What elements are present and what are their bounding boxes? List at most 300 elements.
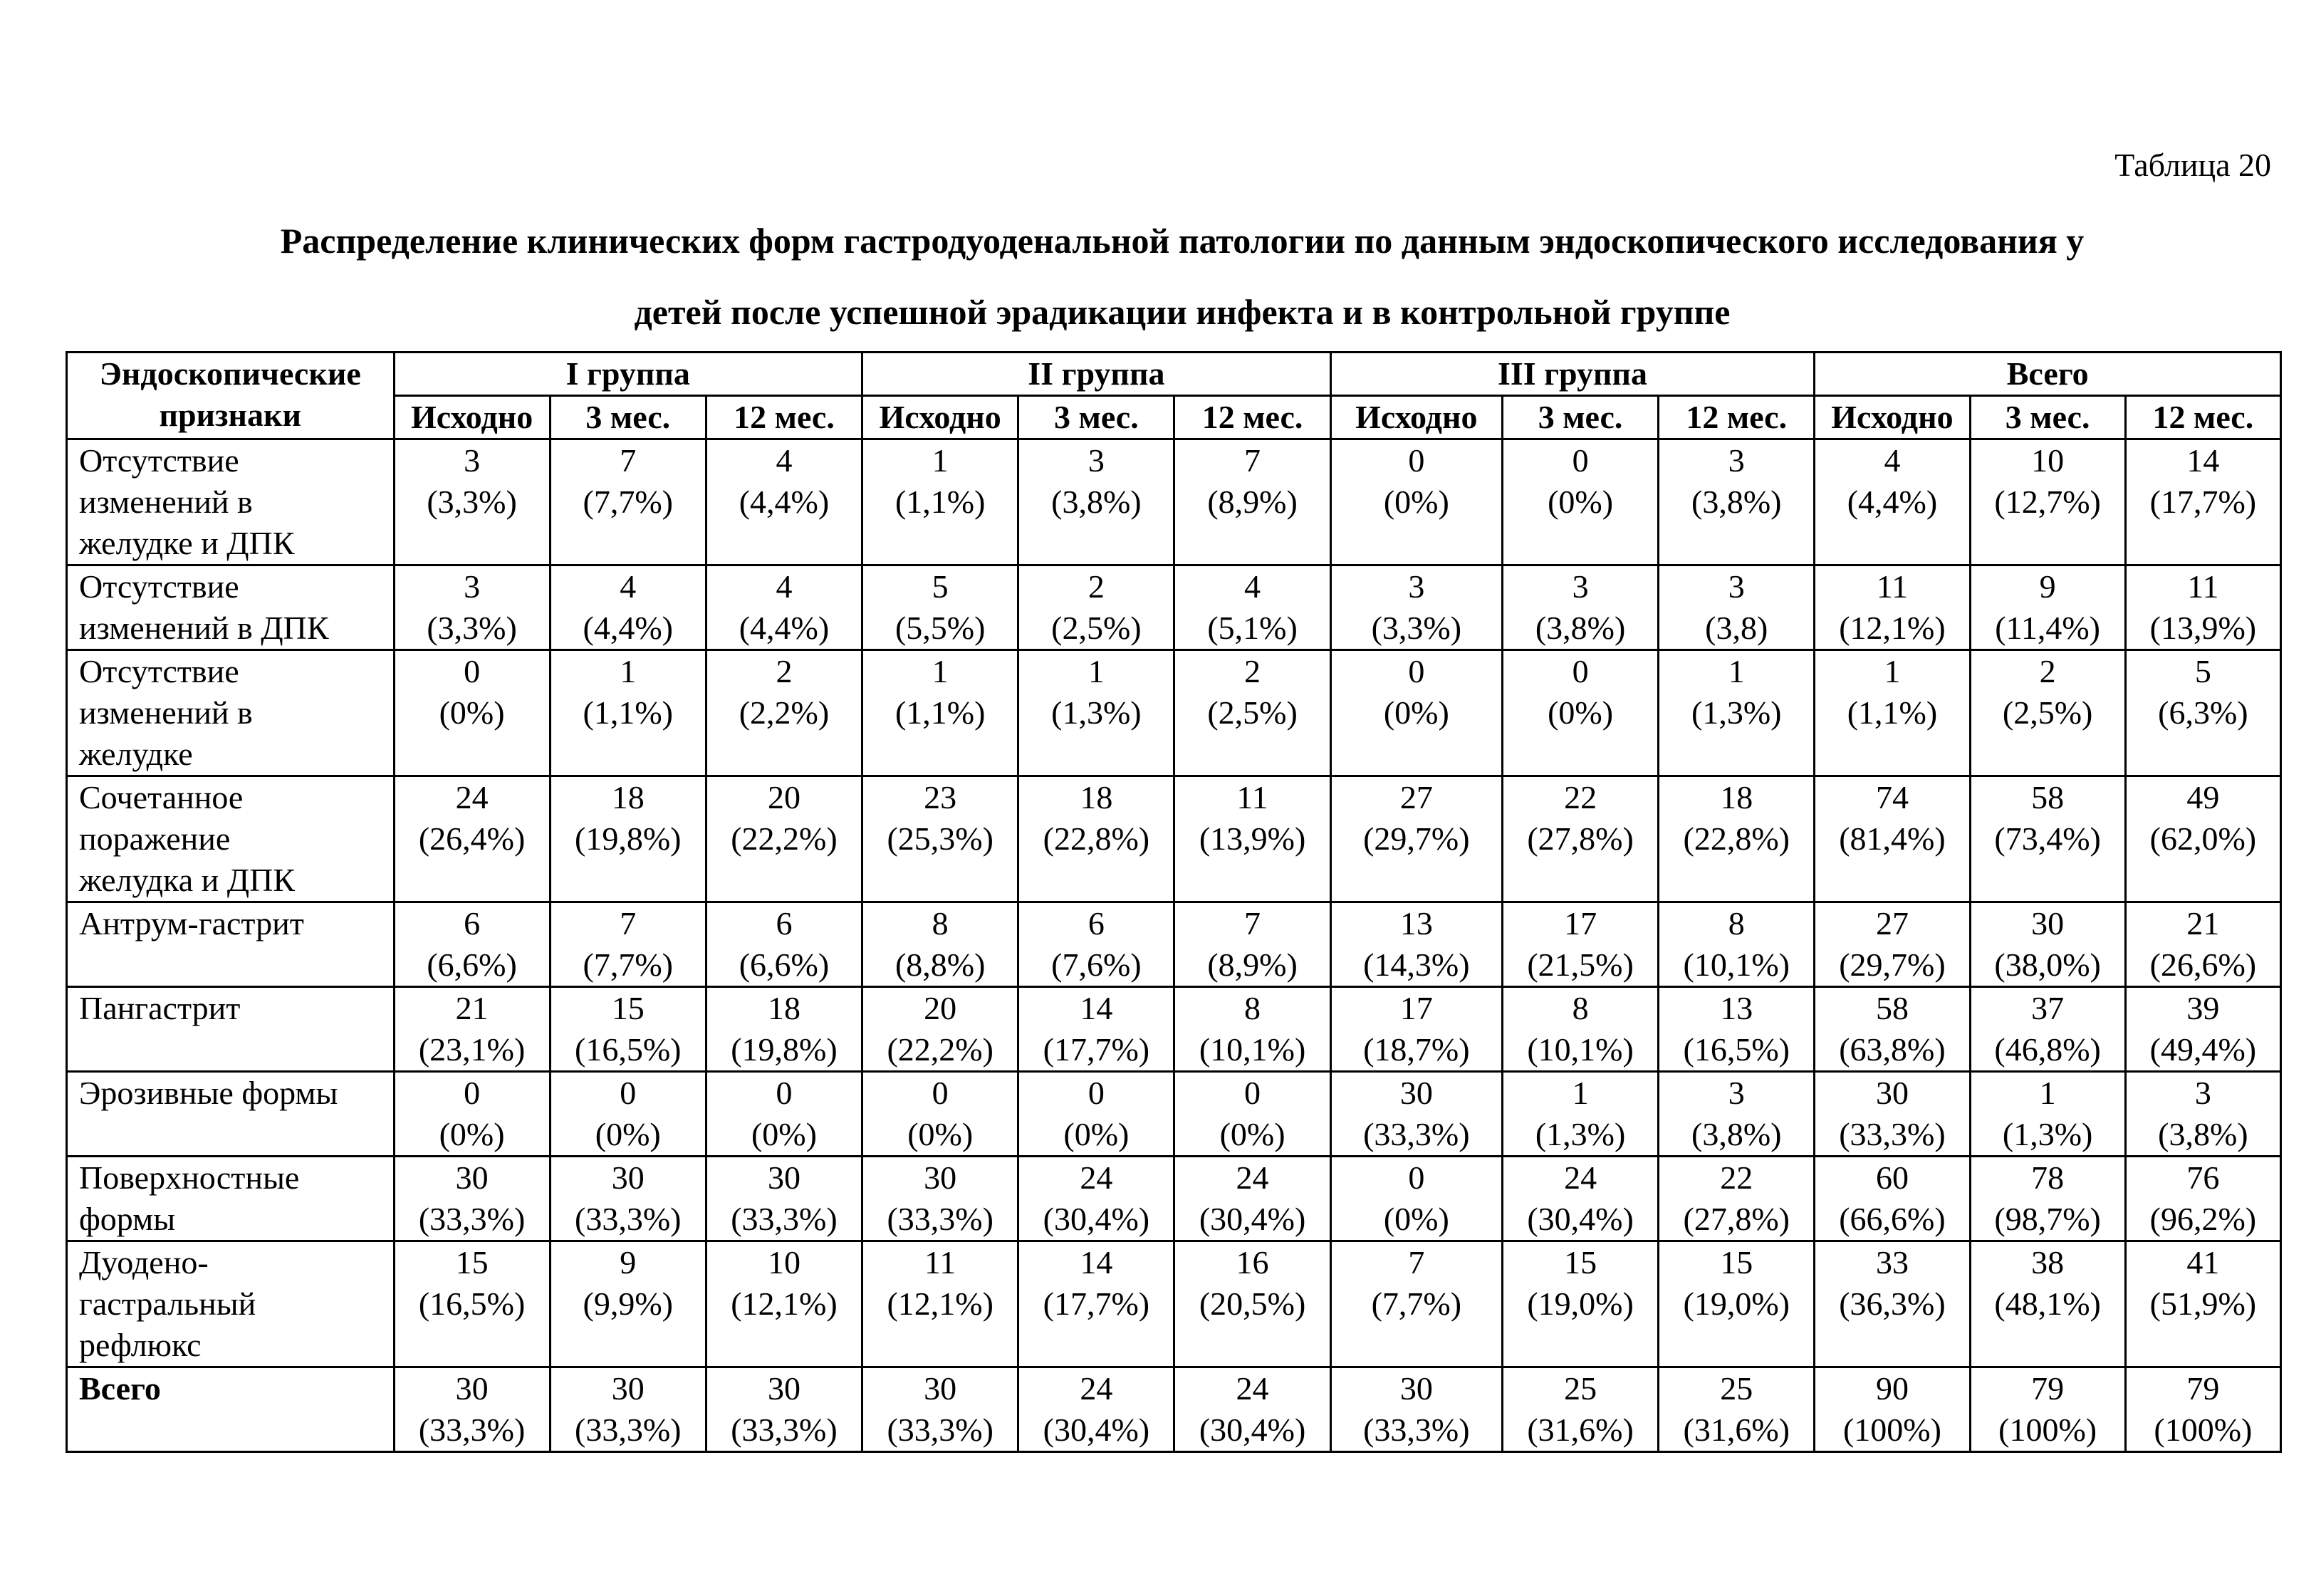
cell-percent: (3,3%) <box>427 484 517 520</box>
cell-count: 0 <box>1572 653 1589 689</box>
row-label-cell <box>67 776 395 902</box>
cell-count: 5 <box>932 568 949 605</box>
cell-count: 3 <box>1728 568 1745 605</box>
cell-count: 24 <box>1236 1370 1269 1407</box>
cell-percent: (2,5%) <box>2002 694 2093 731</box>
period-header-cell: 3 мес. <box>550 396 706 439</box>
cell-percent: (0%) <box>1383 1201 1449 1237</box>
cell-count: 0 <box>932 1075 949 1111</box>
cell-percent: (0%) <box>1548 694 1614 731</box>
value-cell <box>1018 1157 1174 1241</box>
value-cell <box>2125 439 2280 565</box>
period-header-cell: 3 мес. <box>1970 396 2125 439</box>
value-cell <box>2125 902 2280 987</box>
value-cell <box>1174 902 1330 987</box>
cell-percent: (1,3%) <box>1051 694 1142 731</box>
value-cell <box>2125 1241 2280 1367</box>
cell-count: 7 <box>620 905 637 942</box>
cell-percent: (27,8%) <box>1527 820 1634 857</box>
cell-percent: (26,4%) <box>418 820 526 857</box>
group-header-cell: II группа <box>862 353 1331 396</box>
cell-percent: (0%) <box>1383 484 1449 520</box>
value-cell <box>1174 776 1330 902</box>
cell-percent: (8,8%) <box>895 946 986 983</box>
cell-percent: (29,7%) <box>1839 946 1946 983</box>
cell-count: 11 <box>2187 568 2219 605</box>
cell-percent: (19,8%) <box>731 1031 838 1068</box>
cell-percent: (38,0%) <box>1994 946 2101 983</box>
cell-percent: (1,1%) <box>1847 694 1938 731</box>
row-label-line: Пангастрит <box>79 990 241 1026</box>
row-label-line: Эрозивные формы <box>79 1075 338 1111</box>
row-label-line: Антрум-гастрит <box>79 905 304 942</box>
period-header-cell: 12 мес. <box>2125 396 2280 439</box>
cell-percent: (0%) <box>907 1116 974 1152</box>
cell-percent: (30,4%) <box>1043 1412 1150 1448</box>
cell-count: 14 <box>2186 442 2220 479</box>
table-row <box>67 987 2281 1072</box>
value-cell <box>1970 1072 2125 1157</box>
value-cell <box>1815 565 1970 650</box>
cell-count: 37 <box>2031 990 2065 1026</box>
corner-header-line: Эндоскопические <box>99 355 361 392</box>
value-cell <box>1018 650 1174 776</box>
cell-percent: (0%) <box>751 1116 817 1152</box>
cell-count: 0 <box>1408 442 1425 479</box>
cell-percent: (63,8%) <box>1839 1031 1946 1068</box>
table-row <box>67 1072 2281 1157</box>
cell-count: 33 <box>1875 1244 1909 1281</box>
value-cell <box>1815 650 1970 776</box>
cell-percent: (5,1%) <box>1207 610 1298 646</box>
value-cell <box>1330 439 1502 565</box>
value-cell <box>394 776 550 902</box>
cell-count: 30 <box>1399 1075 1433 1111</box>
value-cell <box>1330 1367 1502 1452</box>
value-cell <box>394 650 550 776</box>
cell-count: 0 <box>1244 1075 1261 1111</box>
cell-percent: (3,8%) <box>2158 1116 2248 1152</box>
value-cell <box>1174 439 1330 565</box>
value-cell <box>1174 650 1330 776</box>
cell-percent: (1,3%) <box>1535 1116 1626 1152</box>
cell-percent: (22,2%) <box>887 1031 993 1068</box>
cell-count: 3 <box>1408 568 1425 605</box>
document-title-line-2: детей после успешной эрадикации инфекта и в контрольной группе <box>634 292 1731 332</box>
row-label-line: Отсутствие <box>79 442 239 479</box>
cell-percent: (8,9%) <box>1207 946 1298 983</box>
cell-percent: (33,3%) <box>731 1412 838 1448</box>
value-cell <box>1330 565 1502 650</box>
cell-count: 1 <box>932 442 949 479</box>
value-cell <box>706 565 862 650</box>
value-cell <box>550 1072 706 1157</box>
value-cell <box>1330 902 1502 987</box>
group-header-cell: I группа <box>394 353 862 396</box>
table-row <box>67 1241 2281 1367</box>
value-cell <box>394 987 550 1072</box>
cell-count: 3 <box>2194 1075 2211 1111</box>
cell-count: 2 <box>1244 653 1261 689</box>
value-cell <box>1018 902 1174 987</box>
cell-count: 17 <box>1399 990 1433 1026</box>
document-title-line-1: Распределение клинических форм гастродуоденальной патологии по данным эндоскопического исследования у <box>280 221 2085 261</box>
cell-count: 30 <box>2031 905 2065 942</box>
value-cell <box>1502 650 1658 776</box>
cell-count: 0 <box>1408 1159 1425 1196</box>
cell-count: 21 <box>2186 905 2220 942</box>
cell-count: 24 <box>1080 1159 1113 1196</box>
value-cell <box>1502 776 1658 902</box>
row-label-line: изменений в <box>79 694 253 731</box>
cell-percent: (7,7%) <box>1371 1285 1462 1322</box>
cell-count: 23 <box>924 779 957 815</box>
cell-percent: (31,6%) <box>1683 1412 1790 1448</box>
value-cell <box>394 1367 550 1452</box>
cell-count: 58 <box>1875 990 1909 1026</box>
value-cell <box>706 1367 862 1452</box>
cell-count: 1 <box>2039 1075 2056 1111</box>
value-cell <box>550 565 706 650</box>
cell-count: 27 <box>1399 779 1433 815</box>
cell-count: 27 <box>1875 905 1909 942</box>
cell-percent: (29,7%) <box>1363 820 1470 857</box>
cell-percent: (16,5%) <box>575 1031 682 1068</box>
value-cell <box>2125 1072 2280 1157</box>
cell-percent: (12,1%) <box>887 1285 993 1322</box>
cell-percent: (22,8%) <box>1683 820 1790 857</box>
cell-percent: (1,1%) <box>895 694 986 731</box>
value-cell <box>862 1157 1018 1241</box>
document-title <box>85 205 2279 348</box>
corner-header-line: признаки <box>159 397 302 433</box>
cell-count: 8 <box>1572 990 1589 1026</box>
cell-count: 24 <box>1564 1159 1597 1196</box>
cell-count: 3 <box>1728 1075 1745 1111</box>
value-cell <box>1018 439 1174 565</box>
value-cell <box>1659 1241 1815 1367</box>
cell-percent: (23,1%) <box>418 1031 526 1068</box>
cell-count: 30 <box>924 1159 957 1196</box>
cell-percent: (17,7%) <box>1043 1285 1150 1322</box>
table-number-label: Таблица 20 <box>2114 147 2271 183</box>
row-label-cell <box>67 1072 395 1157</box>
cell-percent: (10,1%) <box>1683 946 1790 983</box>
cell-count: 4 <box>776 568 793 605</box>
value-cell <box>1970 1241 2125 1367</box>
value-cell <box>550 987 706 1072</box>
cell-percent: (14,3%) <box>1363 946 1470 983</box>
cell-percent: (4,4%) <box>739 484 830 520</box>
endoscopy-results-table <box>66 351 2282 1453</box>
cell-count: 30 <box>611 1370 645 1407</box>
value-cell <box>2125 650 2280 776</box>
table-row <box>67 776 2281 902</box>
value-cell <box>1502 1072 1658 1157</box>
cell-count: 0 <box>776 1075 793 1111</box>
cell-count: 41 <box>2186 1244 2220 1281</box>
row-label-line: Поверхностные <box>79 1159 300 1196</box>
value-cell <box>1659 987 1815 1072</box>
value-cell <box>1815 776 1970 902</box>
cell-percent: (30,4%) <box>1199 1201 1306 1237</box>
cell-count: 1 <box>1088 653 1105 689</box>
cell-percent: (1,3%) <box>2002 1116 2093 1152</box>
value-cell <box>1815 1072 1970 1157</box>
value-cell <box>1970 565 2125 650</box>
period-header-cell: 3 мес. <box>1018 396 1174 439</box>
value-cell <box>1815 439 1970 565</box>
cell-percent: (33,3%) <box>887 1201 993 1237</box>
cell-percent: (31,6%) <box>1527 1412 1634 1448</box>
cell-percent: (3,8%) <box>1535 610 1626 646</box>
cell-percent: (6,3%) <box>2158 694 2248 731</box>
value-cell <box>862 902 1018 987</box>
value-cell <box>550 1157 706 1241</box>
header-row-groups <box>67 353 2281 396</box>
cell-percent: (100%) <box>2154 1412 2253 1448</box>
cell-count: 1 <box>932 653 949 689</box>
value-cell <box>1174 987 1330 1072</box>
value-cell <box>550 776 706 902</box>
value-cell <box>1502 987 1658 1072</box>
cell-count: 39 <box>2186 990 2220 1026</box>
value-cell <box>394 439 550 565</box>
cell-percent: (6,6%) <box>739 946 830 983</box>
group-header-cell: III группа <box>1330 353 1815 396</box>
value-cell <box>1970 439 2125 565</box>
cell-percent: (4,4%) <box>739 610 830 646</box>
value-cell <box>1018 1241 1174 1367</box>
cell-count: 22 <box>1720 1159 1753 1196</box>
cell-percent: (33,3%) <box>1839 1116 1946 1152</box>
cell-count: 0 <box>464 653 481 689</box>
cell-count: 4 <box>1244 568 1261 605</box>
cell-count: 20 <box>767 779 800 815</box>
value-cell <box>1970 1157 2125 1241</box>
cell-percent: (2,5%) <box>1207 694 1298 731</box>
cell-count: 0 <box>1572 442 1589 479</box>
value-cell <box>706 776 862 902</box>
value-cell <box>1659 439 1815 565</box>
row-label-line: Сочетанное <box>79 779 244 815</box>
value-cell <box>1018 1072 1174 1157</box>
group-header-cell: Всего <box>1815 353 2281 396</box>
row-label-line: желудке и ДПК <box>79 525 295 561</box>
cell-percent: (16,5%) <box>418 1285 526 1322</box>
cell-count: 2 <box>1088 568 1105 605</box>
cell-count: 10 <box>767 1244 800 1281</box>
cell-percent: (3,8%) <box>1051 484 1142 520</box>
cell-percent: (30,4%) <box>1043 1201 1150 1237</box>
row-label-line: Всего <box>79 1370 161 1407</box>
cell-count: 1 <box>1728 653 1745 689</box>
cell-count: 30 <box>767 1370 800 1407</box>
cell-count: 6 <box>1088 905 1105 942</box>
cell-count: 15 <box>1720 1244 1753 1281</box>
cell-count: 20 <box>924 990 957 1026</box>
value-cell <box>706 902 862 987</box>
period-header-cell: 3 мес. <box>1502 396 1658 439</box>
cell-count: 1 <box>620 653 637 689</box>
cell-percent: (2,2%) <box>739 694 830 731</box>
cell-percent: (66,6%) <box>1839 1201 1946 1237</box>
cell-percent: (51,9%) <box>2149 1285 2257 1322</box>
row-label-cell <box>67 650 395 776</box>
value-cell <box>862 987 1018 1072</box>
value-cell <box>1970 1367 2125 1452</box>
cell-percent: (30,4%) <box>1199 1412 1306 1448</box>
table-row <box>67 1367 2281 1452</box>
value-cell <box>1970 776 2125 902</box>
cell-percent: (33,3%) <box>887 1412 993 1448</box>
cell-percent: (48,1%) <box>1994 1285 2101 1322</box>
cell-percent: (22,2%) <box>731 820 838 857</box>
value-cell <box>1330 650 1502 776</box>
value-cell <box>706 650 862 776</box>
cell-percent: (33,3%) <box>731 1201 838 1237</box>
cell-count: 30 <box>611 1159 645 1196</box>
cell-percent: (62,0%) <box>2149 820 2257 857</box>
cell-count: 6 <box>776 905 793 942</box>
value-cell <box>2125 776 2280 902</box>
cell-percent: (36,3%) <box>1839 1285 1946 1322</box>
value-cell <box>1659 1072 1815 1157</box>
cell-percent: (26,6%) <box>2149 946 2257 983</box>
cell-count: 4 <box>620 568 637 605</box>
value-cell <box>706 439 862 565</box>
cell-count: 90 <box>1875 1370 1909 1407</box>
row-label-line: формы <box>79 1201 176 1237</box>
cell-count: 74 <box>1875 779 1909 815</box>
cell-percent: (27,8%) <box>1683 1201 1790 1237</box>
cell-count: 8 <box>932 905 949 942</box>
cell-count: 15 <box>611 990 645 1026</box>
value-cell <box>1502 565 1658 650</box>
cell-count: 11 <box>924 1244 956 1281</box>
period-header-cell: 12 мес. <box>1659 396 1815 439</box>
value-cell <box>1659 776 1815 902</box>
cell-percent: (19,0%) <box>1683 1285 1790 1322</box>
cell-count: 18 <box>767 990 800 1026</box>
value-cell <box>862 650 1018 776</box>
cell-count: 21 <box>455 990 489 1026</box>
value-cell <box>862 1241 1018 1367</box>
cell-percent: (0%) <box>595 1116 661 1152</box>
cell-count: 30 <box>767 1159 800 1196</box>
period-header-cell: Исходно <box>1815 396 1970 439</box>
period-header-cell: Исходно <box>1330 396 1502 439</box>
cell-count: 14 <box>1080 1244 1113 1281</box>
value-cell <box>1659 650 1815 776</box>
table-row <box>67 565 2281 650</box>
cell-percent: (12,1%) <box>731 1285 838 1322</box>
cell-count: 58 <box>2031 779 2065 815</box>
row-label-line: Отсутствие <box>79 653 239 689</box>
row-label-line: изменений в <box>79 484 253 520</box>
value-cell <box>1970 902 2125 987</box>
period-header-cell: Исходно <box>862 396 1018 439</box>
cell-count: 76 <box>2186 1159 2220 1196</box>
cell-count: 0 <box>620 1075 637 1111</box>
cell-percent: (8,9%) <box>1207 484 1298 520</box>
value-cell <box>862 439 1018 565</box>
value-cell <box>2125 1367 2280 1452</box>
cell-percent: (0%) <box>1219 1116 1285 1152</box>
cell-count: 7 <box>1244 442 1261 479</box>
cell-count: 10 <box>2031 442 2065 479</box>
cell-percent: (0%) <box>439 694 505 731</box>
value-cell <box>1659 1157 1815 1241</box>
corner-header-cell <box>67 353 395 439</box>
value-cell <box>1502 1157 1658 1241</box>
cell-count: 15 <box>1564 1244 1597 1281</box>
cell-count: 3 <box>1088 442 1105 479</box>
value-cell <box>862 776 1018 902</box>
value-cell <box>2125 1157 2280 1241</box>
table-row <box>67 439 2281 565</box>
cell-percent: (33,3%) <box>575 1412 682 1448</box>
cell-percent: (3,3%) <box>1371 610 1462 646</box>
cell-percent: (7,6%) <box>1051 946 1142 983</box>
cell-count: 16 <box>1236 1244 1269 1281</box>
cell-percent: (20,5%) <box>1199 1285 1306 1322</box>
value-cell <box>2125 565 2280 650</box>
cell-count: 3 <box>464 568 481 605</box>
cell-count: 79 <box>2031 1370 2065 1407</box>
cell-percent: (3,8%) <box>1691 484 1782 520</box>
row-label-line: рефлюкс <box>79 1327 202 1363</box>
cell-count: 0 <box>1408 653 1425 689</box>
row-label-cell <box>67 987 395 1072</box>
value-cell <box>862 1367 1018 1452</box>
cell-percent: (10,1%) <box>1527 1031 1634 1068</box>
value-cell <box>550 650 706 776</box>
value-cell <box>706 987 862 1072</box>
period-header-cell: 12 мес. <box>1174 396 1330 439</box>
value-cell <box>1815 1241 1970 1367</box>
cell-count: 0 <box>1088 1075 1105 1111</box>
cell-count: 8 <box>1244 990 1261 1026</box>
cell-count: 7 <box>1244 905 1261 942</box>
row-label-line: Дуодено- <box>79 1244 209 1281</box>
value-cell <box>1815 1367 1970 1452</box>
cell-count: 14 <box>1080 990 1113 1026</box>
cell-percent: (33,3%) <box>1363 1116 1470 1152</box>
cell-percent: (0%) <box>1548 484 1614 520</box>
cell-count: 3 <box>1728 442 1745 479</box>
period-header-cell: Исходно <box>394 396 550 439</box>
row-label-line: гастральный <box>79 1285 256 1322</box>
value-cell <box>550 1367 706 1452</box>
value-cell <box>1970 987 2125 1072</box>
value-cell <box>394 1241 550 1367</box>
cell-percent: (46,8%) <box>1994 1031 2101 1068</box>
value-cell <box>550 1241 706 1367</box>
value-cell <box>394 1157 550 1241</box>
cell-count: 18 <box>1080 779 1113 815</box>
cell-count: 18 <box>611 779 645 815</box>
value-cell <box>1970 650 2125 776</box>
cell-count: 30 <box>455 1159 489 1196</box>
value-cell <box>1502 1367 1658 1452</box>
value-cell <box>1174 565 1330 650</box>
cell-percent: (1,1%) <box>895 484 986 520</box>
cell-count: 6 <box>464 905 481 942</box>
cell-count: 24 <box>455 779 489 815</box>
cell-count: 7 <box>1408 1244 1425 1281</box>
cell-count: 22 <box>1564 779 1597 815</box>
